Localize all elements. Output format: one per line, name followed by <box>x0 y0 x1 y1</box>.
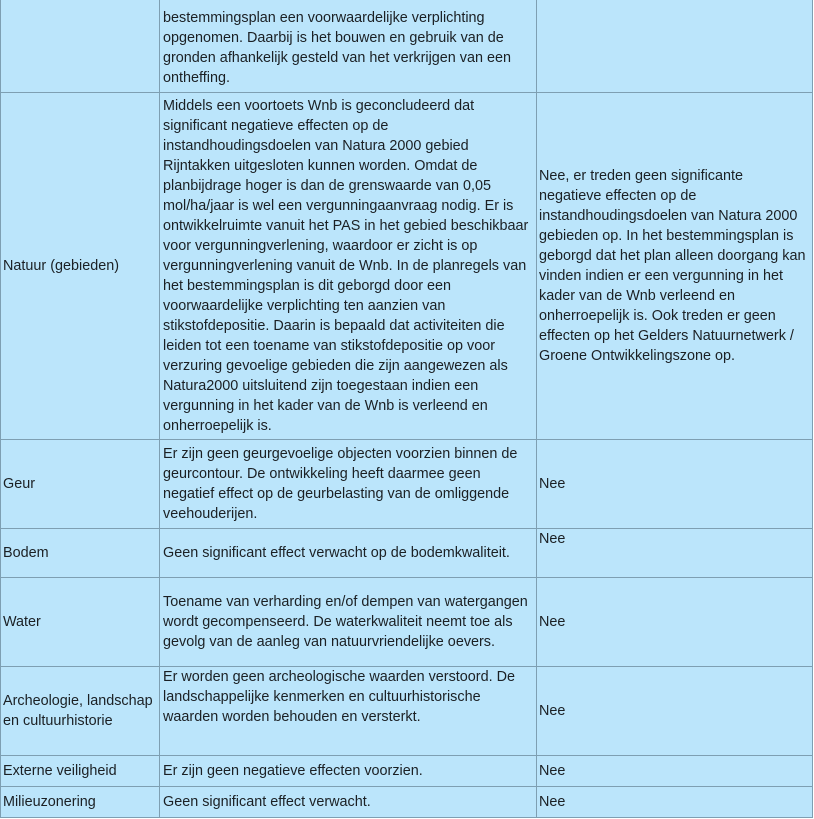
table-row <box>1 667 813 756</box>
effect-description: Er zijn geen negatieve effecten voorzien. <box>160 756 537 787</box>
significant-effect: Nee, er treden geen significante negatieve effecten op de instandhoudingsdoelen van Natura 2000 gebieden op. In het bestemmingsplan is geborgd dat het plan alleen doorgang kan vinden indien er een vergunning in het kader van de Wnb verleend en onherroepelijk is. Ook treden er geen effecten op het Gelders Natuurnetwerk / Groene Ontwikkelingszone op. <box>537 93 813 440</box>
aspect-label: Milieuzonering <box>1 787 160 818</box>
aspect-label: Externe veiligheid <box>1 756 160 787</box>
table-row <box>1 787 813 818</box>
effect-description: bestemmingsplan een voorwaardelijke verplichting opgenomen. Daarbij is het bouwen en gebruik van de gronden afhankelijk gesteld van het verkrijgen van een ontheffing. <box>160 0 537 93</box>
effect-description: Middels een voortoets Wnb is geconcludeerd dat significant negatieve effecten op de instandhoudingsdoelen van Natura 2000 gebied Rijntakken uitgesloten kunnen worden. Omdat de planbijdrage hoger is dan de grenswaarde van 0,05 mol/ha/jaar is wel een vergunningaanvraag nodig. Er is ontwikkelruimte vanuit het PAS in het gebied beschikbaar voor vergunningverlening, waardoor er zicht is op vergunningverlening vanuit de Wnb. In de planregels van het bestemmingsplan is dit geborgd door een voorwaardelijke verplichting ten aanzien van stikstofdepositie. Daarin is bepaald dat activiteiten die leiden tot een toename van stikstofdepositie op voor verzuring gevoelige gebieden die zijn aangewezen als Natura2000 uitsluitend zijn toegestaan indien een vergunning in het kader van de Wnb is verleend en onherroepelijk is. <box>160 93 537 440</box>
significant-effect: Nee <box>537 756 813 787</box>
aspect-label: Water <box>1 578 160 667</box>
table-row <box>1 756 813 787</box>
significant-effect: Nee <box>537 787 813 818</box>
effect-description: Er worden geen archeologische waarden verstoord. De landschappelijke kenmerken en cultuurhistorische waarden worden behouden en versterkt. <box>160 667 537 756</box>
aspect-label: Bodem <box>1 529 160 578</box>
effect-description: Toename van verharding en/of dempen van watergangen wordt gecompenseerd. De waterkwaliteit neemt toe als gevolg van de aanleg van natuurvriendelijke oevers. <box>160 578 537 667</box>
significant-effect: Nee <box>537 667 813 756</box>
table-row <box>1 0 813 93</box>
aspect-label: Geur <box>1 440 160 529</box>
table-row <box>1 578 813 667</box>
effect-description: Geen significant effect verwacht. <box>160 787 537 818</box>
effect-description: Geen significant effect verwacht op de bodemkwaliteit. <box>160 529 537 578</box>
significant-effect: Nee <box>537 578 813 667</box>
table-row <box>1 529 813 578</box>
effect-description: Er zijn geen geurgevoelige objecten voorzien binnen de geurcontour. De ontwikkeling heeft daarmee geen negatief effect op de geurbelasting van de omliggende veehouderijen. <box>160 440 537 529</box>
table-row <box>1 440 813 529</box>
significant-effect <box>537 0 813 93</box>
significant-effect: Nee <box>537 440 813 529</box>
aspect-label: Archeologie, landschap en cultuurhistorie <box>1 667 160 756</box>
table-row <box>1 93 813 440</box>
aspect-label: Natuur (gebieden) <box>1 93 160 440</box>
significant-effect: Nee <box>537 529 813 578</box>
aspect-label <box>1 0 160 93</box>
